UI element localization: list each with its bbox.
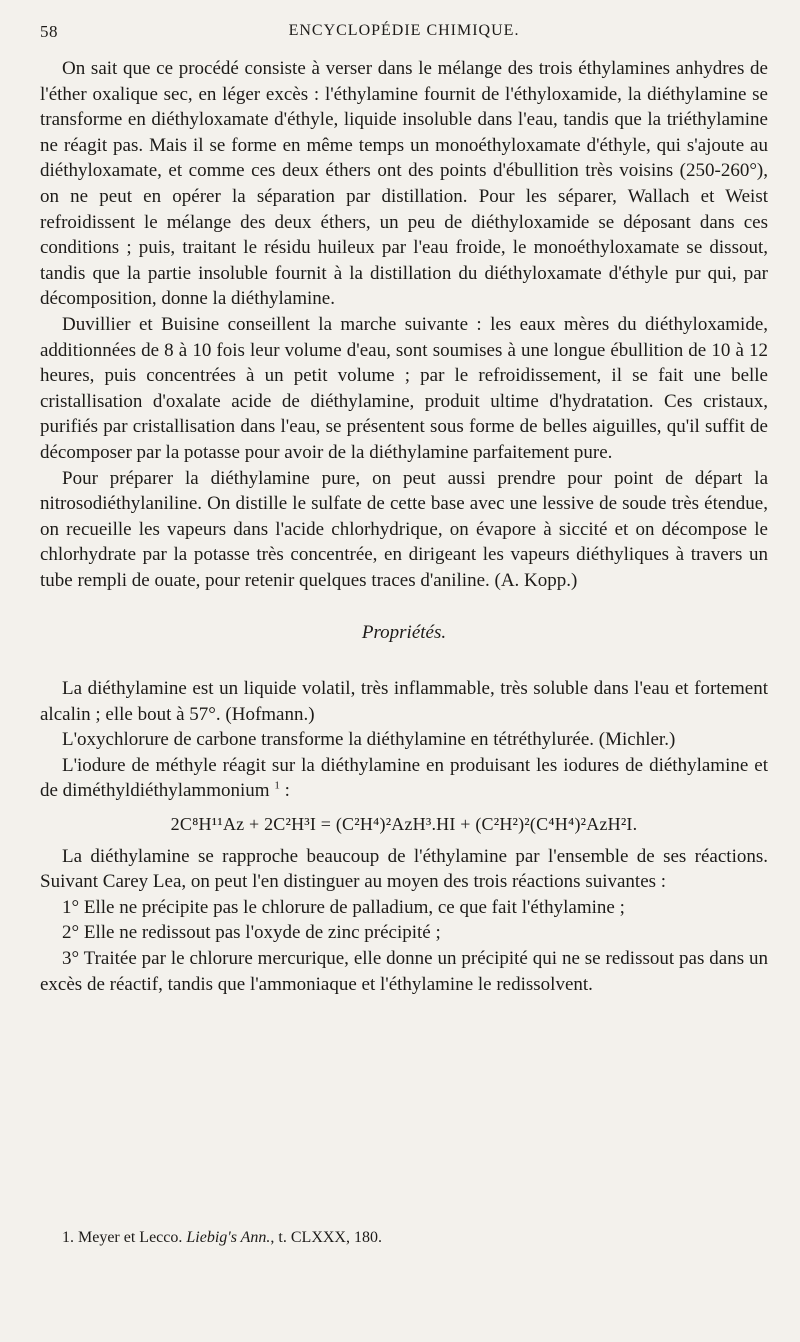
paragraph: [40, 753, 768, 804]
paragraph: On sait que ce procédé consiste à verser dans le mélange des trois éthylamines anhydres de l'éther oxalique sec, en léger excès : l'éthylamine fournit de l'éthyloxamide, la diéthylamine se transforme en diéthyloxamate d'éthyle, liquide insoluble dans l'eau, tandis que la triéthylamine ne réagit pas. Mais il se forme en même temps un monoéthyloxamate d'éthyle, qui s'ajoute au diéthyloxamate, et comme ces deux éthers ont des points d'ébullition très voisins (250-260°), on ne peut en opérer la séparation par distillation. Pour les séparer, Wallach et Weist refroidissent le mélange des deux éthers, un peu de diéthyloxamide se déposant dans ces conditions ; puis, traitant le résidu huileux par l'eau froide, le monoéthyloxamate se dissout, tandis que la partie insoluble fournit à la distillation du diéthyloxamate d'éthyle pur qui, par décomposition, donne la diéthylamine.: [40, 58, 768, 310]
paragraph: Pour préparer la diéthylamine pure, on peut aussi prendre pour point de départ la nitrosodiéthylaniline. On distille le sulfate de cette base avec une lessive de soude très étendue, on recueille les vapeurs dans l'acide chlorhydrique, on évapore à siccité et on décompose le chlorhydrate par la potasse très concentrée, en dirigeant les vapeurs diéthyliques à travers un tube rempli de ouate, pour retenir quelques traces d'aniline. (A. Kopp.): [40, 467, 768, 591]
paragraph: La diéthylamine se rapproche beaucoup de l'éthylamine par l'ensemble de ses réactions. Suivant Carey Lea, on peut l'en distinguer au moyen des trois réactions suivantes :: [40, 845, 768, 893]
footnote-mark: 1: [274, 780, 280, 793]
body-text: [40, 56, 768, 997]
section-heading: Propriétés.: [361, 622, 447, 644]
paragraph: Duvillier et Buisine conseillent la marche suivante : les eaux mères du diéthyloxamide, additionnées de 8 à 10 fois leur volume d'eau, sont soumises à une longue ébullition de 10 à 12 heures, puis concentrées à un petit volume ; par le refroidissement, il se fait une belle cristallisation d'oxalate acide de diéthylamine, produit ultime d'hydratation. Ces cristaux, purifiés par cristallisation dans l'eau, se présentent sous forme de belles aiguilles, qu'il suffit de décomposer par la potasse pour avoir de la diéthylamine parfaitement pure.: [40, 313, 768, 463]
footnote-prefix: 1. Meyer et Lecco.: [62, 1229, 187, 1246]
running-title: ENCYCLOPÉDIE CHIMIQUE.: [288, 22, 520, 39]
footnote: [62, 1228, 382, 1248]
running-head: [40, 22, 768, 50]
paragraph: L'oxychlorure de carbone transforme la diéthylamine en tétréthylurée. (Michler.): [62, 729, 676, 751]
reaction-item: 3° Traitée par le chlorure mercurique, elle donne un précipité qui ne se redissout pas dans un excès de réactif, tandis que l'ammoniaque et l'éthylamine le redissolvent.: [40, 948, 768, 995]
paragraph-text: L'iodure de méthyle réagit sur la diéthylamine en produisant les iodures de diéthylamine et de diméthyldiéthylammonium: [40, 754, 768, 802]
reaction-item: 1° Elle ne précipite pas le chlorure de palladium, ce que fait l'éthylamine ;: [62, 896, 625, 918]
page-number: 58: [40, 22, 58, 41]
chemical-equation: 2C⁸H¹¹Az + 2C²H³I = (C²H⁴)²AzH³.HI + (C²H²)²(C⁴H⁴)²AzH²I.: [170, 814, 638, 835]
paragraph-tail: :: [279, 780, 290, 802]
footnote-suffix: , t. CLXXX, 180.: [270, 1229, 382, 1246]
reaction-item: 2° Elle ne redissout pas l'oxyde de zinc précipité ;: [62, 922, 441, 944]
footnote-journal: Liebig's Ann.: [186, 1229, 271, 1246]
paragraph: La diéthylamine est un liquide volatil, très inflammable, très soluble dans l'eau et fortement alcalin ; elle bout à 57°. (Hofmann.): [40, 678, 768, 725]
